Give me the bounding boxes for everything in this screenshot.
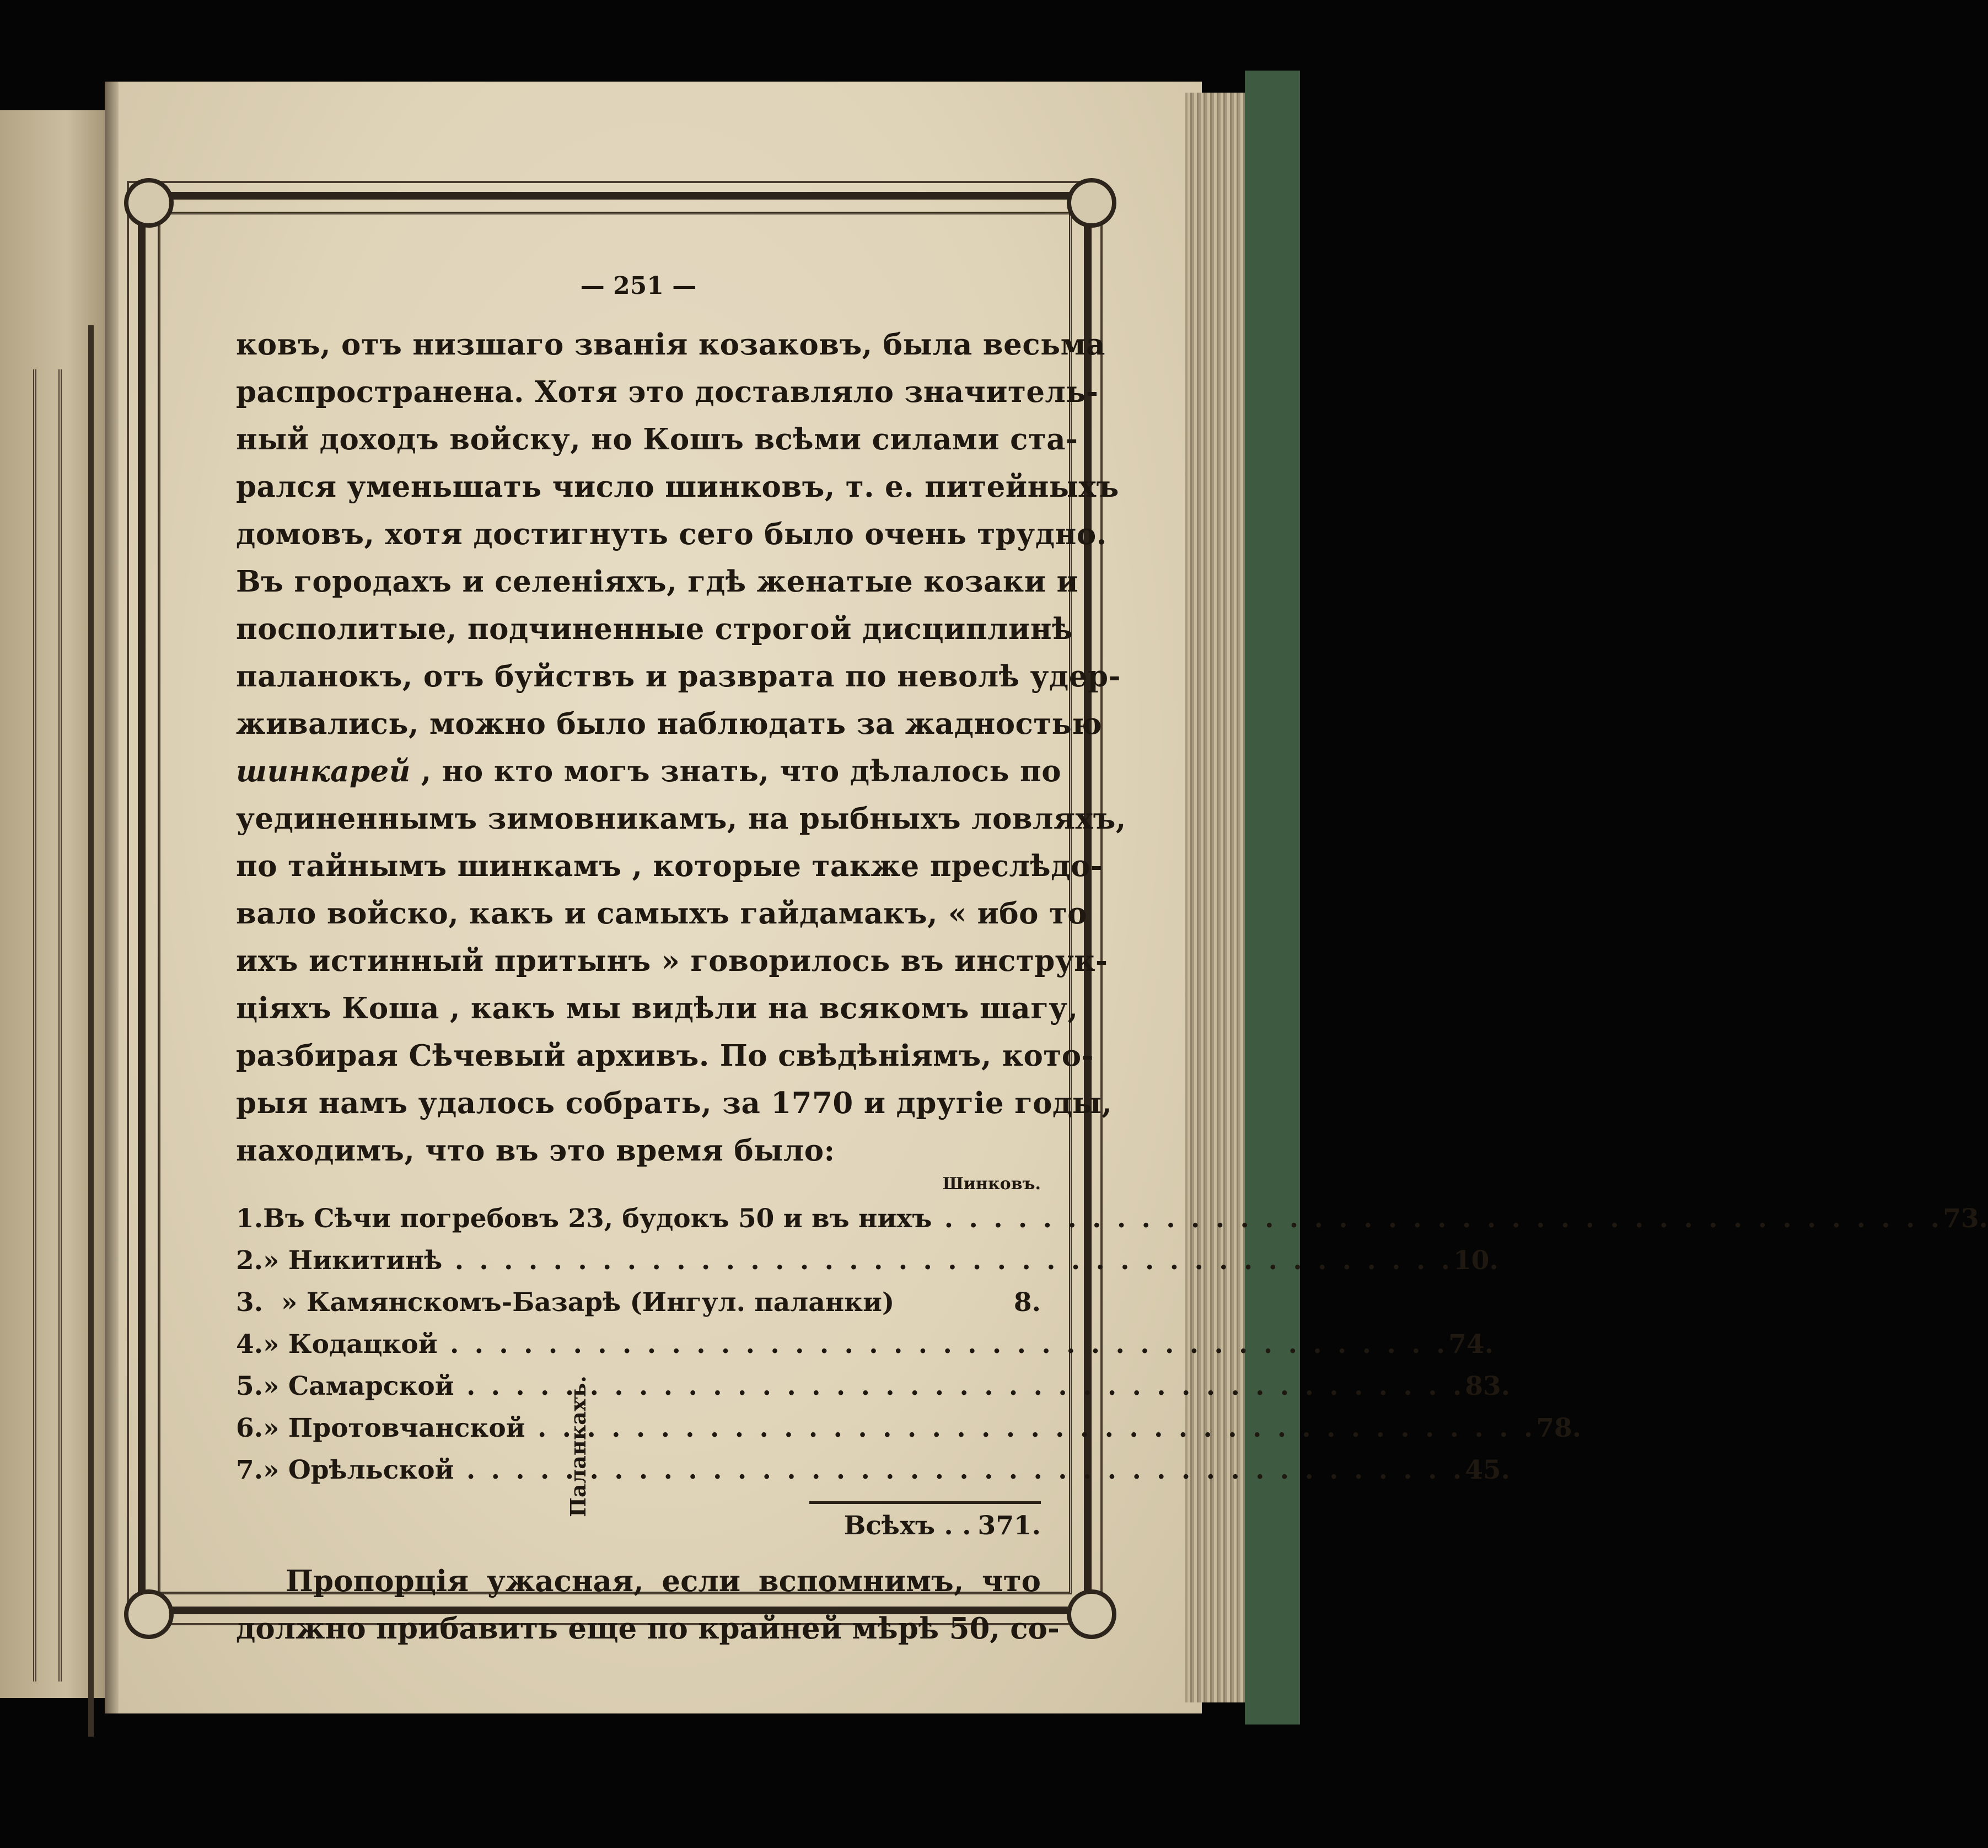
total-label: Всѣхъ . .	[843, 1511, 971, 1541]
text-line: находимъ, что въ это время было:	[236, 1133, 835, 1168]
row-number: 6.	[236, 1413, 264, 1443]
main-paragraph	[236, 321, 1126, 1174]
palanka-group-label	[561, 1363, 594, 1529]
row-label: » Орѣльской . . .	[263, 1449, 1465, 1491]
text-line-with-italic: шинкарей , но кто могъ знать, что дѣлалось по	[236, 754, 1062, 788]
book-spread	[0, 60, 1988, 1713]
corner-ornament-icon	[124, 1589, 174, 1639]
row-value: 8.	[1013, 1287, 1041, 1318]
page-content	[236, 272, 1988, 1652]
text-line: ный доходъ войску, но Кошъ всѣми силами ста-	[236, 422, 1078, 456]
text-line: посполитые, подчиненные строгой дисциплинѣ	[236, 612, 1073, 646]
text-line: вало войско, какъ и самыхъ гайдамакъ, « ибо то	[236, 896, 1088, 931]
text-line: разбирая Сѣчевый архивъ. По свѣдѣніямъ, кото-	[236, 1039, 1094, 1073]
text-line: Пропорція ужасная, если вспомнимъ, что	[286, 1564, 1041, 1598]
table-total	[236, 1511, 1041, 1541]
row-label: Въ Сѣчи погребовъ 23, будокъ 50 и въ нихъ . . .	[263, 1198, 1943, 1240]
text-line: паланокъ, отъ буйствъ и разврата по неволѣ удер-	[236, 659, 1121, 694]
table-column-header: Шинковъ.	[942, 1174, 1041, 1194]
table-row	[236, 1324, 1494, 1366]
row-number: 1.	[236, 1204, 264, 1234]
row-number: 7.	[236, 1455, 264, 1485]
table-row	[236, 1198, 1988, 1240]
text-line: ціяхъ Коша , какъ мы видѣли на всякомъ шагу,	[236, 991, 1078, 1025]
table-row	[236, 1366, 1511, 1408]
left-page-ornament	[0, 325, 94, 1737]
total-rule	[809, 1501, 1041, 1504]
row-label: » Протовчанской . . .	[263, 1408, 1536, 1449]
text-line: живались, можно было наблюдать за жадностью	[236, 707, 1102, 741]
row-number: 4.	[236, 1329, 264, 1360]
closing-paragraph	[236, 1557, 1060, 1652]
total-value: 371.	[977, 1511, 1041, 1541]
row-number: 3.	[236, 1287, 264, 1318]
corner-ornament-icon	[1067, 1589, 1116, 1639]
text-line: ихъ истинный притынъ » говорилось въ инструк-	[236, 944, 1108, 978]
table-row	[236, 1282, 1041, 1324]
row-label: » Самарской . . .	[263, 1366, 1465, 1408]
text-line: ковъ, отъ низшаго званія козаковъ, была весьма	[236, 327, 1105, 362]
text-line: уединеннымъ зимовникамъ, на рыбныхъ ловляхъ,	[236, 802, 1126, 836]
text-line: распространена. Хотя это доставляло значитель-	[236, 375, 1099, 409]
row-label: » Кодацкой . . .	[263, 1324, 1448, 1366]
row-label: » Никитинѣ . . .	[263, 1240, 1453, 1282]
corner-ornament-icon	[1067, 178, 1116, 228]
text-line: Въ городахъ и селеніяхъ, гдѣ женатые козаки и	[236, 565, 1079, 599]
palanka-label-text: Паланкахъ.	[565, 1375, 590, 1517]
row-value: 74.	[1448, 1329, 1494, 1360]
text-line: по тайнымъ шинкамъ , которые также преслѣдо-	[236, 849, 1103, 883]
text-line: рыя намъ удалось собрать, за 1770 и другіе годы,	[236, 1086, 1113, 1120]
text-line: должно прибавить еще по крайней мѣрѣ 50, со-	[236, 1611, 1060, 1646]
row-label: » Камянскомъ-Базарѣ (Ингул. паланки)	[281, 1287, 895, 1318]
corner-ornament-icon	[124, 178, 174, 228]
row-value: 78.	[1536, 1413, 1582, 1443]
row-value: 83.	[1465, 1371, 1511, 1401]
text-line: домовъ, хотя достигнуть сего было очень трудно.	[236, 517, 1107, 551]
shinok-table	[236, 1198, 1988, 1517]
table-row	[236, 1449, 1511, 1491]
row-number: 5.	[236, 1371, 264, 1401]
italic-word: шинкарей	[236, 754, 411, 788]
row-number: 2.	[236, 1245, 264, 1276]
table-row	[236, 1240, 1498, 1282]
row-value: 10.	[1453, 1245, 1498, 1276]
row-value: 45.	[1465, 1455, 1511, 1485]
row-value: 73.	[1943, 1204, 1988, 1234]
page-number: — 251 —	[580, 272, 697, 300]
text-line: рался уменьшать число шинковъ, т. е. питейныхъ	[236, 470, 1119, 504]
table-row	[236, 1408, 1582, 1449]
left-page-edge	[0, 110, 110, 1698]
